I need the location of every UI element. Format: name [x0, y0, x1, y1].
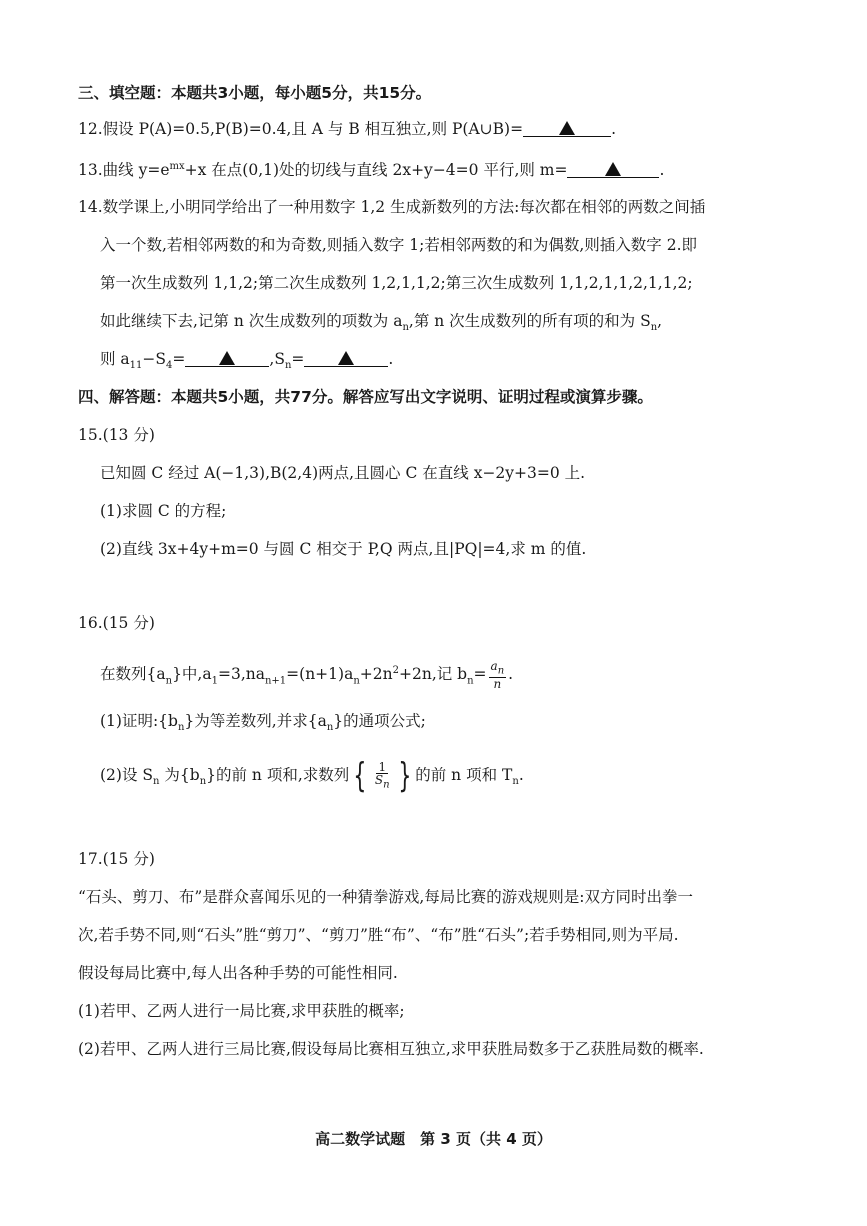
q16-s-d-sub: n — [353, 675, 360, 687]
q16-fraction — [489, 660, 507, 690]
q16-s-a-sub: n — [165, 675, 173, 687]
q16-header: 16.(15 分) — [78, 614, 155, 632]
q12-end: . — [611, 120, 617, 138]
q16-p2-frac-den-sub: n — [383, 779, 390, 791]
q16-s-a: 在数列{a — [100, 665, 166, 684]
q14-l5c: = — [172, 350, 186, 368]
q14-line1: 数学课上,小明同学给出了一种用数字 1,2 生成新数列的方法:每次都在相邻的两数之间插 — [102, 198, 706, 216]
question-12 — [78, 118, 616, 140]
q14-line4-sub: n — [402, 322, 409, 334]
q16-s-e: +2n — [359, 665, 393, 684]
q16-p2-frac-num: 1 — [378, 759, 387, 774]
q16-p1b: }为等差数列,并求{a — [184, 712, 327, 730]
q13-text2: +x 在点(0,1)处的切线与直线 2x+y−4=0 平行,则 m= — [184, 161, 568, 180]
q16-s-d: =(n+1)a — [286, 665, 354, 684]
q16-p2e: . — [518, 766, 524, 784]
q17-part2: (2)若甲、乙两人进行三局比赛,假设每局比赛相互独立,求甲获胜局数多于乙获胜局数的概率. — [78, 1040, 704, 1058]
q16-s-g: = — [473, 665, 487, 684]
left-brace-icon: { — [353, 756, 367, 796]
right-brace-icon: } — [397, 756, 411, 796]
q16-frac-den: n — [493, 677, 502, 692]
q14-l5a: 则 a — [100, 350, 130, 368]
q16-p1a-sub: n — [177, 722, 185, 734]
q14-line4b-sub: n — [650, 322, 658, 334]
q16-s-b: }中,a — [172, 665, 212, 684]
q16-p2a-sub: n — [153, 776, 160, 788]
question-14-line1 — [78, 196, 705, 218]
triangle-icon — [219, 351, 235, 365]
q13-answer-blank — [567, 159, 659, 178]
q14-number: 14. — [78, 198, 103, 216]
q16-part2 — [100, 758, 524, 799]
question-13 — [78, 156, 664, 181]
q16-s-b-sub: 1 — [211, 675, 218, 687]
q14-l5b-sub: 4 — [166, 360, 173, 372]
q13-text: 曲线 y=e — [102, 161, 170, 180]
q17-header: 17.(15 分) — [78, 850, 155, 868]
q12-answer-blank — [523, 118, 611, 137]
q14-line5 — [100, 348, 393, 377]
q14-answer-blank-2 — [304, 348, 388, 367]
q14-l5b: −S — [142, 350, 167, 368]
section3-title: 三、填空题：本题共3小题，每小题5分，共15分。 — [78, 84, 432, 102]
triangle-icon — [559, 121, 575, 135]
q12-number: 12. — [78, 120, 103, 138]
q17-line2: 次,若手势不同,则“石头”胜“剪刀”、“剪刀”胜“布”、“布”胜“石头”;若手势相同,则为平局. — [78, 926, 679, 944]
q17-line3: 假设每局比赛中,每人出各种手势的可能性相同. — [78, 964, 398, 982]
q16-stem — [100, 660, 513, 692]
q16-s-f: +2n,记 b — [398, 665, 468, 684]
q13-exponent: mx — [169, 161, 185, 172]
q16-p2-frac-den: S — [374, 772, 384, 787]
q16-s-e-sup: 2 — [392, 665, 399, 677]
q14-line4b: ,第 n 次生成数列的所有项的和为 S — [408, 312, 651, 330]
q12-text: 假设 P(A)=0.5,P(B)=0.4,且 A 与 B 相互独立,则 P(A∪B)= — [102, 120, 524, 138]
q17-part1: (1)若甲、乙两人进行一局比赛,求甲获胜的概率; — [78, 1002, 405, 1020]
q16-p1c: }的通项公式; — [333, 712, 426, 730]
q16-p2c: }的前 n 项和,求数列 — [206, 766, 350, 784]
q14-l5f: . — [388, 350, 394, 368]
section4-title: 四、解答题：本题共5小题，共77分。解答应写出文字说明、证明过程或演算步骤。 — [78, 388, 653, 406]
q16-part1 — [100, 710, 426, 739]
q15-part2: (2)直线 3x+4y+m=0 与圆 C 相交于 P,Q 两点,且|PQ|=4,求 m 的值. — [100, 540, 587, 558]
q15-part1: (1)求圆 C 的方程; — [100, 502, 227, 520]
q16-p2b-sub: n — [199, 776, 207, 788]
q16-s-c-sub: n+1 — [264, 675, 287, 687]
q14-line2: 入一个数,若相邻两数的和为奇数,则插入数字 1;若相邻两数的和为偶数,则插入数字 2.即 — [100, 236, 698, 254]
q16-frac-num-sub: n — [497, 665, 505, 677]
q16-p1b-sub: n — [326, 722, 334, 734]
q14-line4-text: 如此继续下去,记第 n 次生成数列的项数为 a — [100, 312, 403, 330]
q14-line4c: , — [657, 312, 663, 330]
q16-frac-num: a — [490, 659, 498, 673]
q17-line1: “石头、剪刀、布”是群众喜闻乐见的一种猜拳游戏,每局比赛的游戏规则是:双方同时出拳一 — [78, 888, 694, 906]
page-footer: 高二数学试题 第 3 页（共 4 页） — [315, 1130, 552, 1148]
triangle-icon — [605, 162, 621, 176]
q16-p2b: 为{b — [159, 766, 200, 784]
q13-end: . — [659, 161, 665, 180]
q13-number: 13. — [78, 161, 103, 180]
q16-p2d: 的前 n 项和 T — [415, 766, 513, 784]
q16-p2a: (2)设 S — [100, 766, 154, 784]
q16-s-end: . — [508, 665, 514, 684]
q14-answer-blank-1 — [185, 348, 269, 367]
q14-line4 — [100, 310, 662, 339]
q14-l5e: = — [291, 350, 305, 368]
q16-s-f-sub: n — [467, 675, 474, 687]
triangle-icon — [338, 351, 354, 365]
q14-l5d-sub: n — [284, 360, 292, 372]
q16-p1a: (1)证明:{b — [100, 712, 178, 730]
q14-line3: 第一次生成数列 1,1,2;第二次生成数列 1,2,1,1,2;第三次生成数列 1,1,2,1,1,2,1,1,2; — [100, 274, 693, 292]
q16-s-c: =3,na — [217, 665, 265, 684]
q15-stem: 已知圆 C 经过 A(−1,3),B(2,4)两点,且圆心 C 在直线 x−2y+3=0 上. — [100, 464, 586, 482]
q16-p2d-sub: n — [512, 776, 519, 788]
q15-header: 15.(13 分) — [78, 426, 155, 444]
q14-l5a-sub: 11 — [129, 360, 143, 372]
q16-brace-fraction — [349, 756, 415, 796]
q14-l5d: ,S — [269, 350, 285, 368]
